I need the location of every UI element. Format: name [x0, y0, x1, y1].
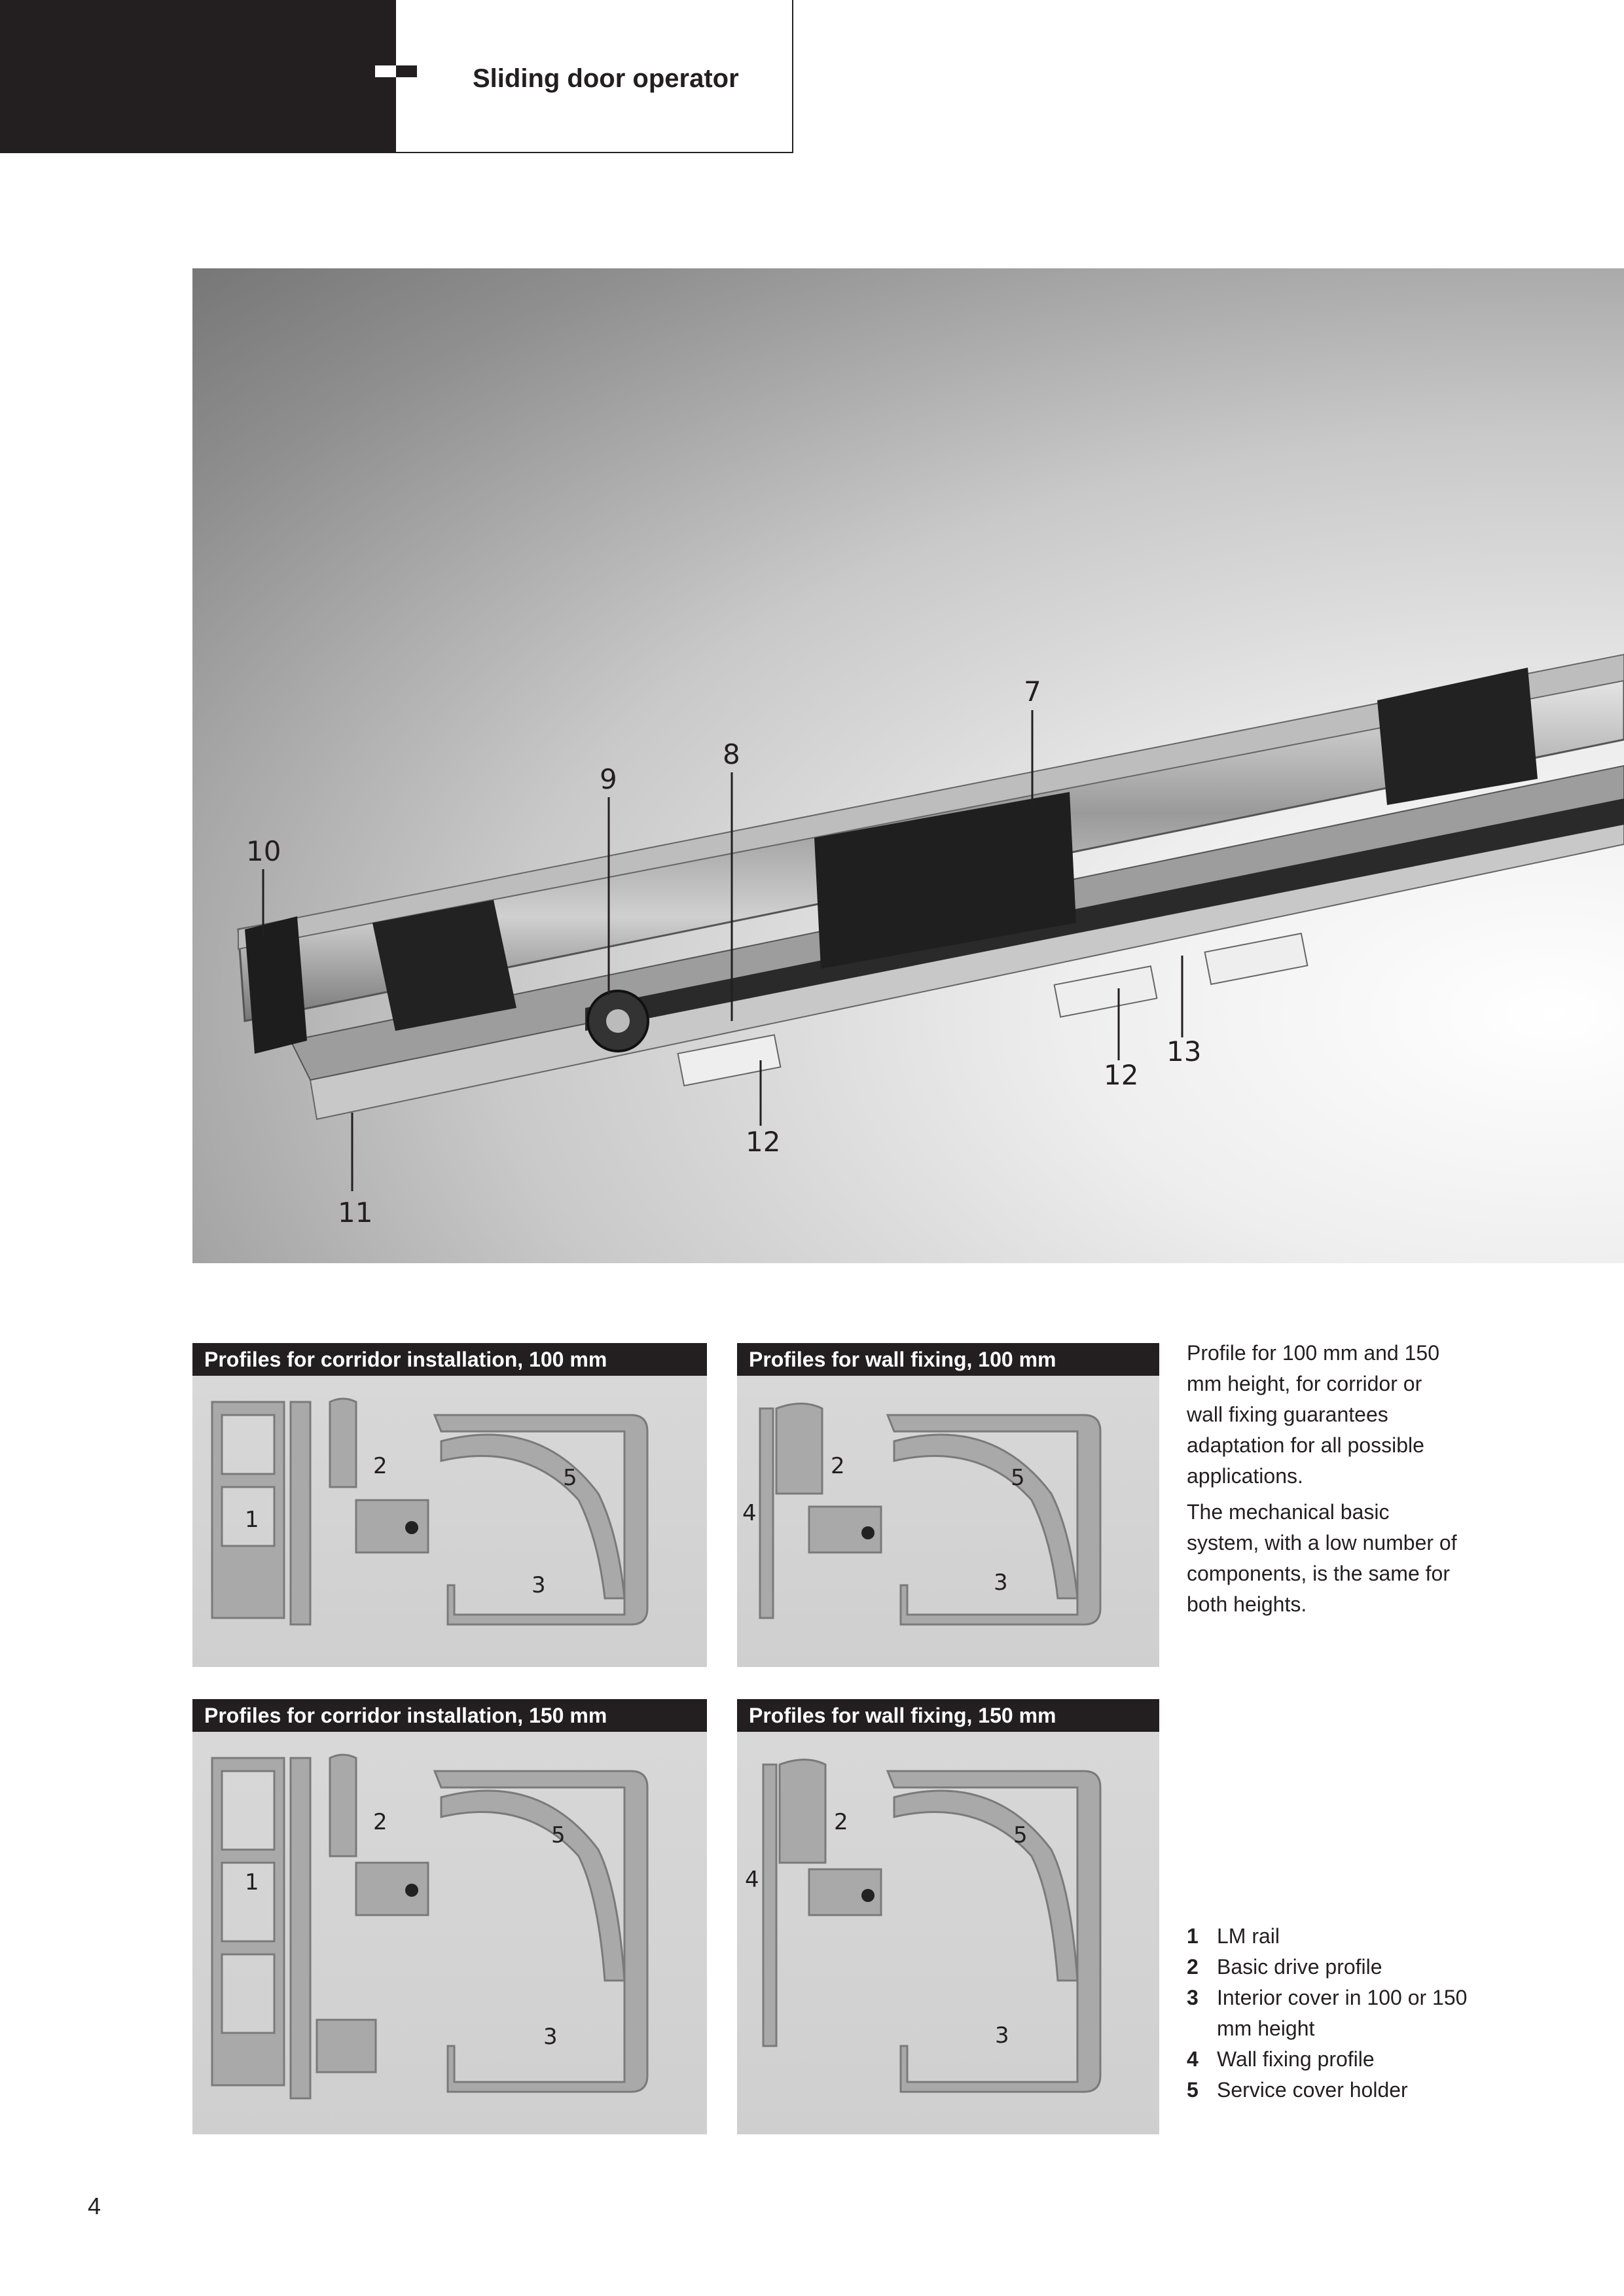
description-paragraph: Profile for 100 mm and 150 mm height, for corridor or wall fixing guarantees adaptation for all possible applications.	[1187, 1341, 1439, 1488]
operator-illustration	[192, 268, 1624, 1263]
profile-label: 3	[995, 2022, 1009, 2049]
panel-title: Profiles for wall fixing, 100 mm	[737, 1343, 1159, 1376]
panel-title: Profiles for corridor installation, 100 mm	[192, 1343, 707, 1376]
operator-photo	[192, 268, 1624, 1263]
description-paragraph: The mechanical basic system, with a low number of components, is the same for both heights.	[1187, 1500, 1457, 1616]
callout-7: 7	[1024, 675, 1041, 708]
profile-label: 3	[532, 1572, 546, 1598]
callout-9: 9	[600, 763, 617, 795]
profile-image	[737, 1376, 1159, 1667]
profile-label: 2	[373, 1453, 388, 1479]
section-title: Sliding door operator	[473, 64, 739, 93]
callout-13: 13	[1166, 1035, 1202, 1067]
profile-label: 2	[373, 1809, 388, 1835]
panel-corridor-100	[192, 1343, 707, 1667]
profile-label: 1	[245, 1507, 259, 1533]
callout-10: 10	[246, 835, 281, 867]
description	[1187, 1338, 1462, 1625]
legend-item: 2 Basic drive profile	[1187, 1955, 1382, 1979]
panel-title: Profiles for wall fixing, 150 mm	[737, 1699, 1159, 1732]
profile-image	[192, 1376, 707, 1667]
profile-label: 3	[994, 1570, 1008, 1596]
profile-label: 4	[742, 1500, 757, 1526]
legend-item: 5 Service cover holder	[1187, 2078, 1408, 2102]
panel-title: Profiles for corridor installation, 150 mm	[192, 1699, 707, 1732]
callout-8: 8	[723, 738, 740, 770]
brand-checker-icon	[375, 65, 417, 89]
profile-label: 2	[831, 1453, 845, 1479]
panel-corridor-150	[192, 1699, 707, 2134]
legend-item: 3 Interior cover in 100 or 150 mm height	[1187, 1986, 1468, 2040]
profile-label: 1	[245, 1869, 259, 1895]
legend-item: 4 Wall fixing profile	[1187, 2047, 1375, 2071]
profile-section-illustration	[192, 1732, 707, 2134]
profile-image	[192, 1732, 707, 2134]
panel-wall-100	[737, 1343, 1159, 1667]
profile-image	[737, 1732, 1159, 2134]
parts-legend	[1187, 1921, 1475, 2106]
product-name: DORMA ES 200 Easy	[76, 64, 336, 93]
legend-item: 1 LM rail	[1187, 1924, 1280, 1948]
page-number: 4	[88, 2193, 101, 2219]
profile-label: 5	[563, 1465, 577, 1491]
profile-label: 5	[551, 1822, 566, 1848]
panel-wall-150	[737, 1699, 1159, 2134]
profile-label: 5	[1013, 1822, 1028, 1848]
callout-12b: 12	[1104, 1059, 1139, 1091]
profile-label: 3	[543, 2024, 558, 2050]
profile-label: 2	[834, 1809, 848, 1835]
profile-section-illustration	[737, 1732, 1159, 2134]
profile-section-illustration	[737, 1376, 1159, 1667]
callout-12a: 12	[746, 1126, 781, 1158]
profile-section-illustration	[192, 1376, 707, 1667]
profile-label: 4	[745, 1867, 759, 1893]
callout-11: 11	[338, 1196, 373, 1229]
profile-label: 5	[1011, 1465, 1025, 1491]
